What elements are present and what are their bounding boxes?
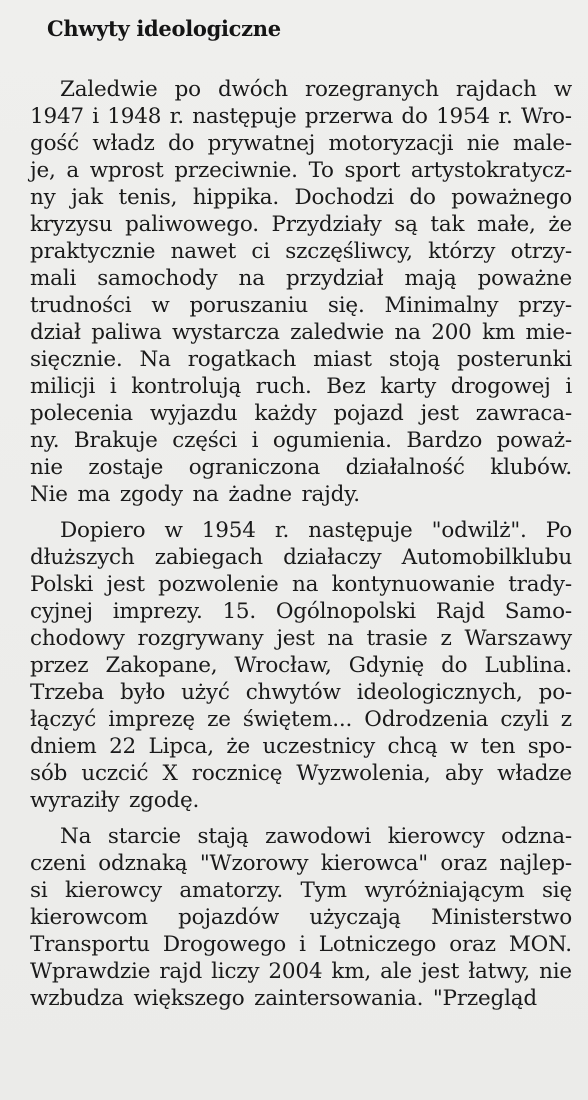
text-line [30, 292, 572, 319]
word: To [308, 158, 334, 183]
word: kryzysu [30, 212, 113, 237]
word: że [226, 734, 251, 759]
word: wyróżniającym [364, 878, 525, 903]
word: poważnego [451, 185, 572, 210]
word: działalność [345, 455, 465, 480]
word: jest [276, 626, 315, 651]
word: amatorzy. [179, 878, 283, 903]
word: prywatnej [207, 131, 316, 156]
word: 1954 [436, 104, 490, 129]
text-line [30, 904, 572, 931]
word: Dochodzi [294, 185, 394, 210]
word: Zaledwie [60, 77, 158, 102]
word: MON. [508, 932, 572, 957]
word: Dopiero [60, 518, 146, 543]
word: odzna- [501, 824, 572, 849]
word: władze [497, 761, 572, 786]
text-line: wzbudza większego zaintersowania. "Przegląd [30, 986, 537, 1011]
word: oraz [449, 932, 496, 957]
word: ideologicznych, [356, 680, 523, 705]
word: są [394, 212, 418, 237]
word: wystarcza [172, 320, 280, 345]
word: i [251, 428, 259, 453]
paragraph-gap [30, 508, 572, 517]
word: ze [207, 707, 231, 732]
word: samochody [97, 266, 218, 291]
text-line: wyraziły zgodę. [30, 788, 200, 813]
text-line [30, 958, 572, 985]
text-line [30, 265, 572, 292]
text-line [30, 544, 572, 571]
word: pojazdów [178, 905, 280, 930]
word: r. [498, 104, 513, 129]
word: Lublina. [484, 653, 572, 678]
word: szczęśliwcy, [285, 239, 413, 264]
word: trudności [30, 293, 132, 318]
text-line: Nie ma zgody na żadne rajdy. [30, 482, 360, 507]
word: si [30, 878, 48, 903]
word: chodowy [30, 626, 125, 651]
word: jest [420, 959, 460, 984]
word: najlep- [499, 851, 572, 876]
word: dział [30, 320, 81, 345]
word: r. [274, 518, 290, 543]
word: imprezy. [112, 599, 203, 624]
word: ale [380, 959, 412, 984]
word: Automobilklubu [401, 545, 572, 570]
word: użyczają [309, 905, 401, 930]
word: uczestnicy [262, 734, 376, 759]
paragraph-gap [30, 814, 572, 823]
word: Drogowego [162, 932, 287, 957]
word: stają [197, 824, 249, 849]
word: pozwolenie [158, 572, 279, 597]
word: każdy [254, 401, 317, 426]
word: i [299, 932, 306, 957]
word: Przydziały [271, 212, 382, 237]
word: nawet [170, 239, 237, 264]
word: karty [380, 374, 437, 399]
word: Ogólnopolski [275, 599, 416, 624]
word: łatwy, [468, 959, 531, 984]
text-line [30, 679, 572, 706]
word: kontynuowanie [331, 572, 495, 597]
word: starcie [107, 824, 181, 849]
word: pojazd [333, 401, 404, 426]
word: czyli [500, 707, 549, 732]
word: motoryzacji [328, 131, 454, 156]
word: chwytów [245, 680, 341, 705]
word: jest [420, 401, 459, 426]
word: rozgrywany [137, 626, 264, 651]
word: i [565, 374, 572, 399]
text-line [30, 103, 572, 130]
word: Tym [300, 878, 347, 903]
word: do [401, 104, 428, 129]
word: Minimalny [384, 293, 499, 318]
word: Samo- [504, 599, 572, 624]
text-line [30, 346, 572, 373]
word: ten [480, 734, 516, 759]
word: paliwowego. [125, 212, 259, 237]
text-line [30, 76, 572, 103]
word: liczy [211, 959, 260, 984]
word: odznaką [98, 851, 188, 876]
word: się. [327, 293, 365, 318]
word: otrzy- [510, 239, 572, 264]
word: świętem... [242, 707, 353, 732]
word: kierowcy [65, 878, 162, 903]
word: Polski [30, 572, 94, 597]
word: przez [30, 653, 89, 678]
word: łączyć [30, 707, 97, 732]
word: posterunki [456, 347, 572, 372]
word: ci [251, 239, 270, 264]
word: cyjnej [30, 599, 93, 624]
word: przy- [518, 293, 572, 318]
word: rozegranych [304, 77, 439, 102]
word: ogumienia. [272, 428, 392, 453]
text-line [30, 823, 572, 850]
word: Wro- [521, 104, 572, 129]
word: sport [344, 158, 401, 183]
text-line [30, 625, 572, 652]
word: do [441, 653, 468, 678]
word: drogowej [450, 374, 551, 399]
word: przydział [285, 266, 384, 291]
word: Na [60, 824, 92, 849]
text-line [30, 454, 572, 481]
word: wyjazdu [149, 401, 238, 426]
word: małe, [476, 212, 536, 237]
word: "odwilż". [431, 518, 527, 543]
word: przerwa [304, 104, 394, 129]
word: poważne [477, 266, 572, 291]
word: mają [404, 266, 457, 291]
word: dwóch [217, 77, 288, 102]
word: paliwa [91, 320, 162, 345]
text-line [30, 400, 572, 427]
word: Wprawdzie [30, 959, 151, 984]
word: 1948 [107, 104, 162, 129]
word: zawraca- [475, 401, 572, 426]
word: Transportu [30, 932, 150, 957]
word: rajdach [455, 77, 537, 102]
text-line [30, 517, 572, 544]
word: Bardzo [406, 428, 483, 453]
word: spo- [527, 734, 572, 759]
word: mie- [525, 320, 572, 345]
word: 22 [109, 734, 137, 759]
word: Lipca, [148, 734, 214, 759]
word: przeciwnie. [174, 158, 298, 183]
word: a [66, 158, 79, 183]
word: w [151, 293, 170, 318]
word: "Wzorowy [199, 851, 309, 876]
word: X [162, 761, 178, 786]
word: nie [30, 455, 63, 480]
word: czeni [30, 851, 86, 876]
word: jak [71, 185, 104, 210]
word: na [238, 266, 265, 291]
word: Rajd [435, 599, 485, 624]
word: uczcić [81, 761, 149, 786]
word: Na [139, 347, 171, 372]
word: oraz [440, 851, 487, 876]
text-line [30, 706, 572, 733]
word: 2004 [268, 959, 323, 984]
word: rocznicę [191, 761, 283, 786]
text-line [30, 184, 572, 211]
word: było [120, 680, 166, 705]
word: Gdynię [348, 653, 425, 678]
word: poruszaniu [189, 293, 309, 318]
word: części [172, 428, 238, 453]
text-line [30, 373, 572, 400]
word: następuje [308, 518, 413, 543]
word: po [174, 77, 201, 102]
word: hippika. [192, 185, 279, 210]
word: rogatkach [187, 347, 297, 372]
word: Wyzwolenia, [296, 761, 431, 786]
word: się [541, 878, 572, 903]
word: następuje [192, 104, 297, 129]
text-line [30, 850, 572, 877]
word: kierowcy [387, 824, 485, 849]
word: poważ- [496, 428, 572, 453]
text-line [30, 877, 572, 904]
word: 1954 [201, 518, 256, 543]
word: zawodowi [265, 824, 372, 849]
word: rajd [159, 959, 203, 984]
word: użyć [181, 680, 230, 705]
word: w [449, 734, 469, 759]
word: na [327, 626, 354, 651]
word: male- [512, 131, 572, 156]
word: i [92, 104, 99, 129]
word: Lotniczego [318, 932, 437, 957]
text-line [30, 571, 572, 598]
word: miast [313, 347, 372, 372]
text-line [30, 733, 572, 760]
word: tak [430, 212, 465, 237]
text-line [30, 427, 572, 454]
word: polecenia [30, 401, 133, 426]
word: Zakopane, [105, 653, 218, 678]
word: zostaje [88, 455, 164, 480]
word: Brakuje [73, 428, 158, 453]
word: aby [444, 761, 483, 786]
word: w [553, 77, 572, 102]
text-line [30, 238, 572, 265]
word: je, [30, 158, 56, 183]
word: dłuższych [30, 545, 135, 570]
word: nie [539, 959, 572, 984]
word: którzy [428, 239, 496, 264]
word: i [109, 374, 117, 399]
word: że [548, 212, 572, 237]
word: na [394, 320, 421, 345]
word: tenis, [118, 185, 178, 210]
word: działaczy [283, 545, 382, 570]
text-line [30, 211, 572, 238]
word: trady- [508, 572, 572, 597]
word: zabiegach [154, 545, 263, 570]
word: Bez [326, 374, 366, 399]
text-line [30, 319, 572, 346]
word: trasie [366, 626, 428, 651]
section-heading: Chwyty ideologiczne [47, 16, 281, 41]
word: na [291, 572, 319, 597]
word: praktycznie [30, 239, 156, 264]
word: z [560, 707, 572, 732]
word: sób [30, 761, 68, 786]
word: po- [538, 680, 572, 705]
word: do [409, 185, 436, 210]
word: do [167, 131, 195, 156]
word: 200 [431, 320, 472, 345]
word: Ministerstwo [431, 905, 572, 930]
word: kierowcom [30, 905, 148, 930]
word: r. [169, 104, 184, 129]
word: kontrolują [131, 374, 242, 399]
body-text [30, 76, 572, 1012]
word: klubów. [490, 455, 572, 480]
word: w [164, 518, 183, 543]
text-line [30, 652, 572, 679]
word: ograniczona [188, 455, 321, 480]
text-line [30, 130, 572, 157]
word: Po [545, 518, 572, 543]
word: artystokratycz- [410, 158, 572, 183]
word: kierowca" [320, 851, 428, 876]
word: ruch. [255, 374, 312, 399]
word: Trzeba [30, 680, 105, 705]
word: milicji [30, 374, 96, 399]
word: ny. [30, 428, 60, 453]
word: stoją [388, 347, 440, 372]
word: zaledwie [290, 320, 385, 345]
text-line [30, 157, 572, 184]
text-line [30, 760, 572, 787]
text-line [30, 931, 572, 958]
word: 15. [222, 599, 257, 624]
word: dniem [30, 734, 97, 759]
word: Odrodzenia [364, 707, 489, 732]
word: mali [30, 266, 77, 291]
word: władz [92, 131, 155, 156]
word: ny [30, 185, 56, 210]
word: z [440, 626, 452, 651]
word: wprost [89, 158, 164, 183]
text-line [30, 598, 572, 625]
word: km, [331, 959, 372, 984]
word: 1947 [30, 104, 84, 129]
word: Wrocław, [234, 653, 332, 678]
word: imprezę [108, 707, 195, 732]
word: nie [466, 131, 500, 156]
word: sięcznie. [30, 347, 123, 372]
word: Warszawy [464, 626, 572, 651]
word: chcą [387, 734, 438, 759]
word: jest [106, 572, 145, 597]
word: km [482, 320, 516, 345]
word: gość [30, 131, 79, 156]
